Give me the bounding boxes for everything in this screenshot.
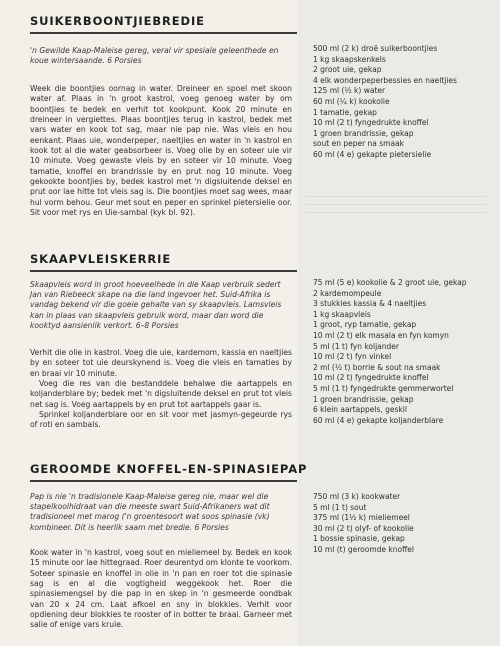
method-paragraph: Kook water in 'n kastrol, voeg sout en mieliemeel by. Bedek en kook 15 minute oor lae hittegraad. Roer deurentyd om klonte te voorkom. Soteer spinasie en knoffel in olie in 'n pan en roer tot die spinasie sag is en al die vogtigheid weggekook het. Roer die spinasiemengsel by die pap in en skep in 'n gesmeerde oondbak van 20 x 24 cm. Laat afkoel en sny in blokkies. Verhit voor opdiening deur blokkies te rooster of in botter te braai. Garneer met salie of enige vars kruie. — [30, 548, 292, 630]
recipe-method — [30, 84, 292, 218]
title-rule — [30, 270, 297, 272]
ingredient-item: 1 kg skaapvleis — [313, 309, 371, 319]
ingredient-item: 1 groen brandrissie, gekap — [313, 394, 414, 404]
recipe-title: GEROOMDE KNOFFEL-EN-SPINASIEPAP — [30, 462, 308, 476]
ingredient-item: 750 ml (3 k) kookwater — [313, 492, 401, 501]
ingredient-item: 10 ml (t) geroomde knoffel — [313, 544, 414, 554]
title-rule — [30, 480, 297, 482]
ingredient-item: 3 stukkies kassia & 4 naeltjies — [313, 299, 427, 309]
ingredient-item: 30 ml (2 t) olyf- of kookolie — [313, 523, 414, 533]
ingredient-item: 1 bossie spinasie, gekap — [313, 534, 405, 544]
ingredient-item: 2 groot uie, gekap — [313, 65, 382, 75]
ingredient-item: 60 ml (4 e) gekapte koljanderblare — [313, 415, 444, 425]
method-paragraph: Week die boontjies oornag in water. Dreineer en spoel met skoon water af. Plaas in 'n groot kastrol, voeg genoeg water by om boontjies te bedek en verhit tot kookpunt. Kook 20 minute en dreineer in vergiettes. Plaas boontjies terug in kastrol, bedek met vars water en kook tot sag, maar nie pap nie. Was vleis en hou eenkant. Plaas uie, wonderpeper, naeltjies en water in 'n kastrol en kook tot al die water geabsorbeer is. Voeg olie by en soteer uie vir 10 minute. Voeg gewaste vleis by en soteer vir 10 minute. Voeg tamatie, knoffel en brandrissie by en prut nog 10 minute. Voeg gekookte boontjies by, bedek kastrol met 'n digsluitende deksel en prut oor lae hitte tot vleis sag is. Die boontjies moet sag wees, maar hul vorm behou. Geur met sout en peper en sprinkel pietersielie oor. Sit voor met rys en Uie-sambal (kyk bl. 92). — [30, 84, 292, 218]
recipe-intro: Pap is nie 'n tradisionele Kaap-Maleise gereg nie, maar wel die stapelkoolhidraat van die meeste swart Suid-Afrikaners wat dit tradisioneel met marog ('n groentesoort wat soos spinasie (vk) kombineer. Dit is heerlik saam met bredie. 6 Porsies — [30, 492, 270, 532]
ingredient-item: 2 kardemompeule — [313, 288, 382, 298]
ingredient-item: 10 ml (2 t) fyngedrukte knoffel — [313, 373, 429, 383]
method-paragraph: Voeg die res van die bestanddele behalwe die aartappels en koljanderblare by; bedek met 'n digsluitende deksel en prut tot vleis net sag is. Voeg aartappels by en prut tot aartappels gaar is. — [30, 379, 292, 409]
ingredient-list — [313, 44, 495, 161]
ingredient-item: 375 ml (1½ k) mieliemeel — [313, 513, 410, 523]
ingredient-item: 5 ml (1 t) fyngedrukte gemmerwortel — [313, 383, 454, 393]
ingredient-item: 1 groot, ryp tamatie, gekap — [313, 320, 417, 330]
ingredient-item: 1 groen brandrissie, gekap — [313, 128, 414, 138]
method-paragraph: Sprinkel koljanderblare oor en sit voor met jasmyn-gegeurde rys of roti en sambals. — [30, 410, 292, 430]
ingredient-item: 10 ml (2 t) fyn vinkel — [313, 352, 392, 362]
ingredient-item: 4 elk wonderpeperbessies en naeltjies — [313, 75, 457, 85]
recipe-intro: Skaapvleis word in groot hoeveelhede in die Kaap verbruik sedert Jan van Riebeeck skape na die land ingevoer het. Suid-Afrika is vandag bekend vir die goeie gehalte van sy skaapvleis. Lamsvleis kan in plaas van skaapvleis gebruik word, maar dan word die kooktyd aansienlik verkort. 6–8 Porsies — [30, 280, 282, 330]
method-paragraph: Verhit die olie in kastrol. Voeg die uie, kardemom, kassia en naeltjies by en soteer tot uie deurskynend is. Voeg die vleis en tamaties by en braai vir 10 minute. — [30, 348, 292, 378]
ingredient-item: 5 ml (1 t) fyn koljander — [313, 341, 399, 351]
recipe-method — [30, 348, 292, 431]
title-rule — [30, 32, 297, 34]
ingredient-item: 75 ml (5 e) kookolie & 2 groot uie, gekap — [313, 278, 467, 287]
ingredient-item: 6 klein aartappels, geskil — [313, 405, 407, 415]
recipe-method — [30, 548, 292, 631]
ingredient-item: sout en peper na smaak — [313, 139, 405, 149]
recipe-intro: 'n Gewilde Kaap-Maleise gereg, veral vir spesiale geleenthede en koue wintersaande. 6 Porsies — [30, 46, 279, 66]
ingredient-list — [313, 492, 495, 556]
ingredient-item: 10 ml (2 t) elk masala en fyn komyn — [313, 330, 449, 340]
ingredient-item: 1 tamatie, gekap — [313, 107, 377, 117]
ingredient-list — [313, 278, 495, 426]
ingredient-item: 10 ml (2 t) fyngedrukte knoffel — [313, 118, 429, 128]
recipe-title: SUIKERBOONTJIEBREDIE — [30, 14, 205, 28]
recipe-title: SKAAPVLEISKERRIE — [30, 252, 172, 266]
ingredient-item: 60 ml (¼ k) kookolie — [313, 96, 390, 106]
ingredient-item: 2 ml (½ t) borrie & sout na smaak — [313, 362, 441, 372]
ingredient-item: 125 ml (½ k) water — [313, 86, 386, 96]
ingredient-item: 500 ml (2 k) droë suikerboontjies — [313, 44, 438, 53]
ingredient-item: 5 ml (1 t) sout — [313, 502, 367, 512]
ingredient-item: 60 ml (4 e) gekapte pietersielie — [313, 149, 432, 159]
ingredient-item: 1 kg skaapskenkels — [313, 54, 386, 64]
